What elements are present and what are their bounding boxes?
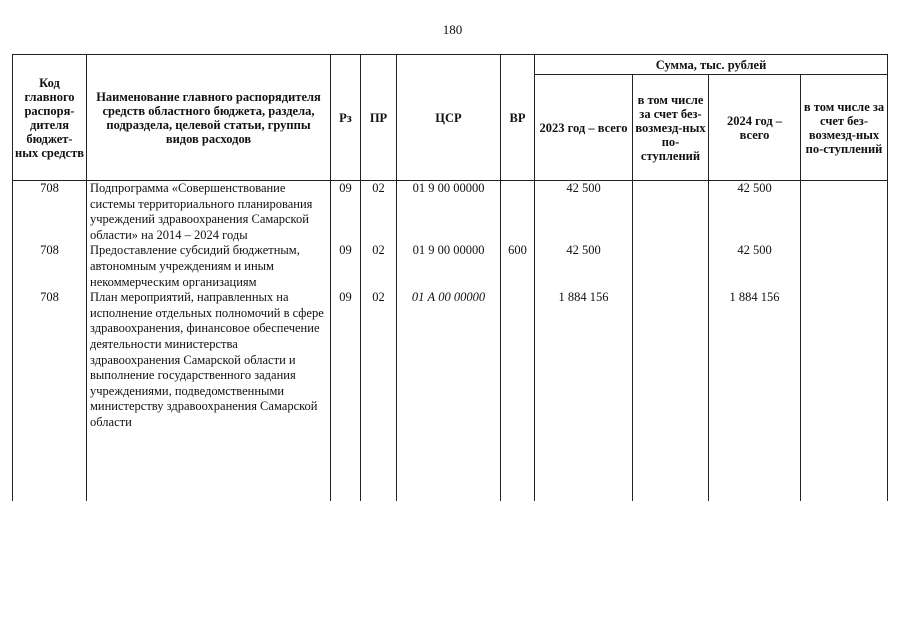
- header-vr: ВР: [501, 55, 535, 181]
- cell-pr: 02: [361, 243, 397, 290]
- header-2023-free: в том числе за счет без-возмезд-ных по-ступлений: [633, 75, 709, 181]
- spacer-cell: [709, 431, 801, 501]
- cell-2023-free: [633, 290, 709, 430]
- cell-2023-total: 42 500: [535, 181, 633, 244]
- cell-csr: 01 А 00 00000: [397, 290, 501, 430]
- header-2024-free: в том числе за счет без-возмезд-ных по-ступлений: [801, 75, 888, 181]
- spacer-cell: [501, 431, 535, 501]
- cell-2023-total: 42 500: [535, 243, 633, 290]
- spacer-cell: [331, 431, 361, 501]
- cell-vr: 600: [501, 243, 535, 290]
- cell-2024-free: [801, 181, 888, 244]
- header-rz: Рз: [331, 55, 361, 181]
- cell-pr: 02: [361, 181, 397, 244]
- cell-code: 708: [13, 181, 87, 244]
- cell-2023-free: [633, 243, 709, 290]
- spacer-cell: [633, 431, 709, 501]
- cell-2023-total: 1 884 156: [535, 290, 633, 430]
- spacer-cell: [397, 431, 501, 501]
- cell-code: 708: [13, 243, 87, 290]
- cell-name: План мероприятий, направленных на исполнение отдельных полномочий в сфере здравоохранения, финансовое обеспечение деятельности министерства здравоохранения Самарской области и выполнение государственного задания учреждениями, подведомственными министерству здравоохранения Самарской области: [87, 290, 331, 430]
- header-name: Наименование главного распорядителя средств областного бюджета, раздела, подраздела, целевой статьи, группы видов расходов: [87, 55, 331, 181]
- page-number: 180: [442, 22, 463, 37]
- cell-vr: [501, 290, 535, 430]
- cell-pr: 02: [361, 290, 397, 430]
- table-row-spacer: [13, 431, 888, 501]
- cell-csr: 01 9 00 00000: [397, 181, 501, 244]
- spacer-cell: [535, 431, 633, 501]
- budget-table: [12, 54, 888, 501]
- table-body: [13, 181, 888, 501]
- spacer-cell: [87, 431, 331, 501]
- cell-code: 708: [13, 290, 87, 430]
- cell-2023-free: [633, 181, 709, 244]
- cell-2024-free: [801, 243, 888, 290]
- header-csr: ЦСР: [397, 55, 501, 181]
- spacer-cell: [801, 431, 888, 501]
- cell-vr: [501, 181, 535, 244]
- header-2024-total: 2024 год – всего: [709, 75, 801, 181]
- cell-name: Подпрограмма «Совершенствование системы территориального планирования учреждений здравоохранения Самарской области» на 2014 – 2024 годы: [87, 181, 331, 244]
- cell-rz: 09: [331, 290, 361, 430]
- table-header: [13, 55, 888, 181]
- table-row: [13, 181, 888, 244]
- header-code: Код главного распоря-дителя бюджет-ных средств: [13, 55, 87, 181]
- header-pr: ПР: [361, 55, 397, 181]
- cell-2024-total: 1 884 156: [709, 290, 801, 430]
- spacer-cell: [361, 431, 397, 501]
- cell-csr: 01 9 00 00000: [397, 243, 501, 290]
- cell-2024-total: 42 500: [709, 181, 801, 244]
- table-row: [13, 243, 888, 290]
- table-row: [13, 290, 888, 430]
- spacer-cell: [13, 431, 87, 501]
- header-sum: Сумма, тыс. рублей: [535, 55, 888, 75]
- cell-2024-free: [801, 290, 888, 430]
- cell-rz: 09: [331, 181, 361, 244]
- cell-rz: 09: [331, 243, 361, 290]
- header-2023-total: 2023 год – всего: [535, 75, 633, 181]
- cell-2024-total: 42 500: [709, 243, 801, 290]
- cell-name: Предоставление субсидий бюджетным, автономным учреждениям и иным некоммерческим организациям: [87, 243, 331, 290]
